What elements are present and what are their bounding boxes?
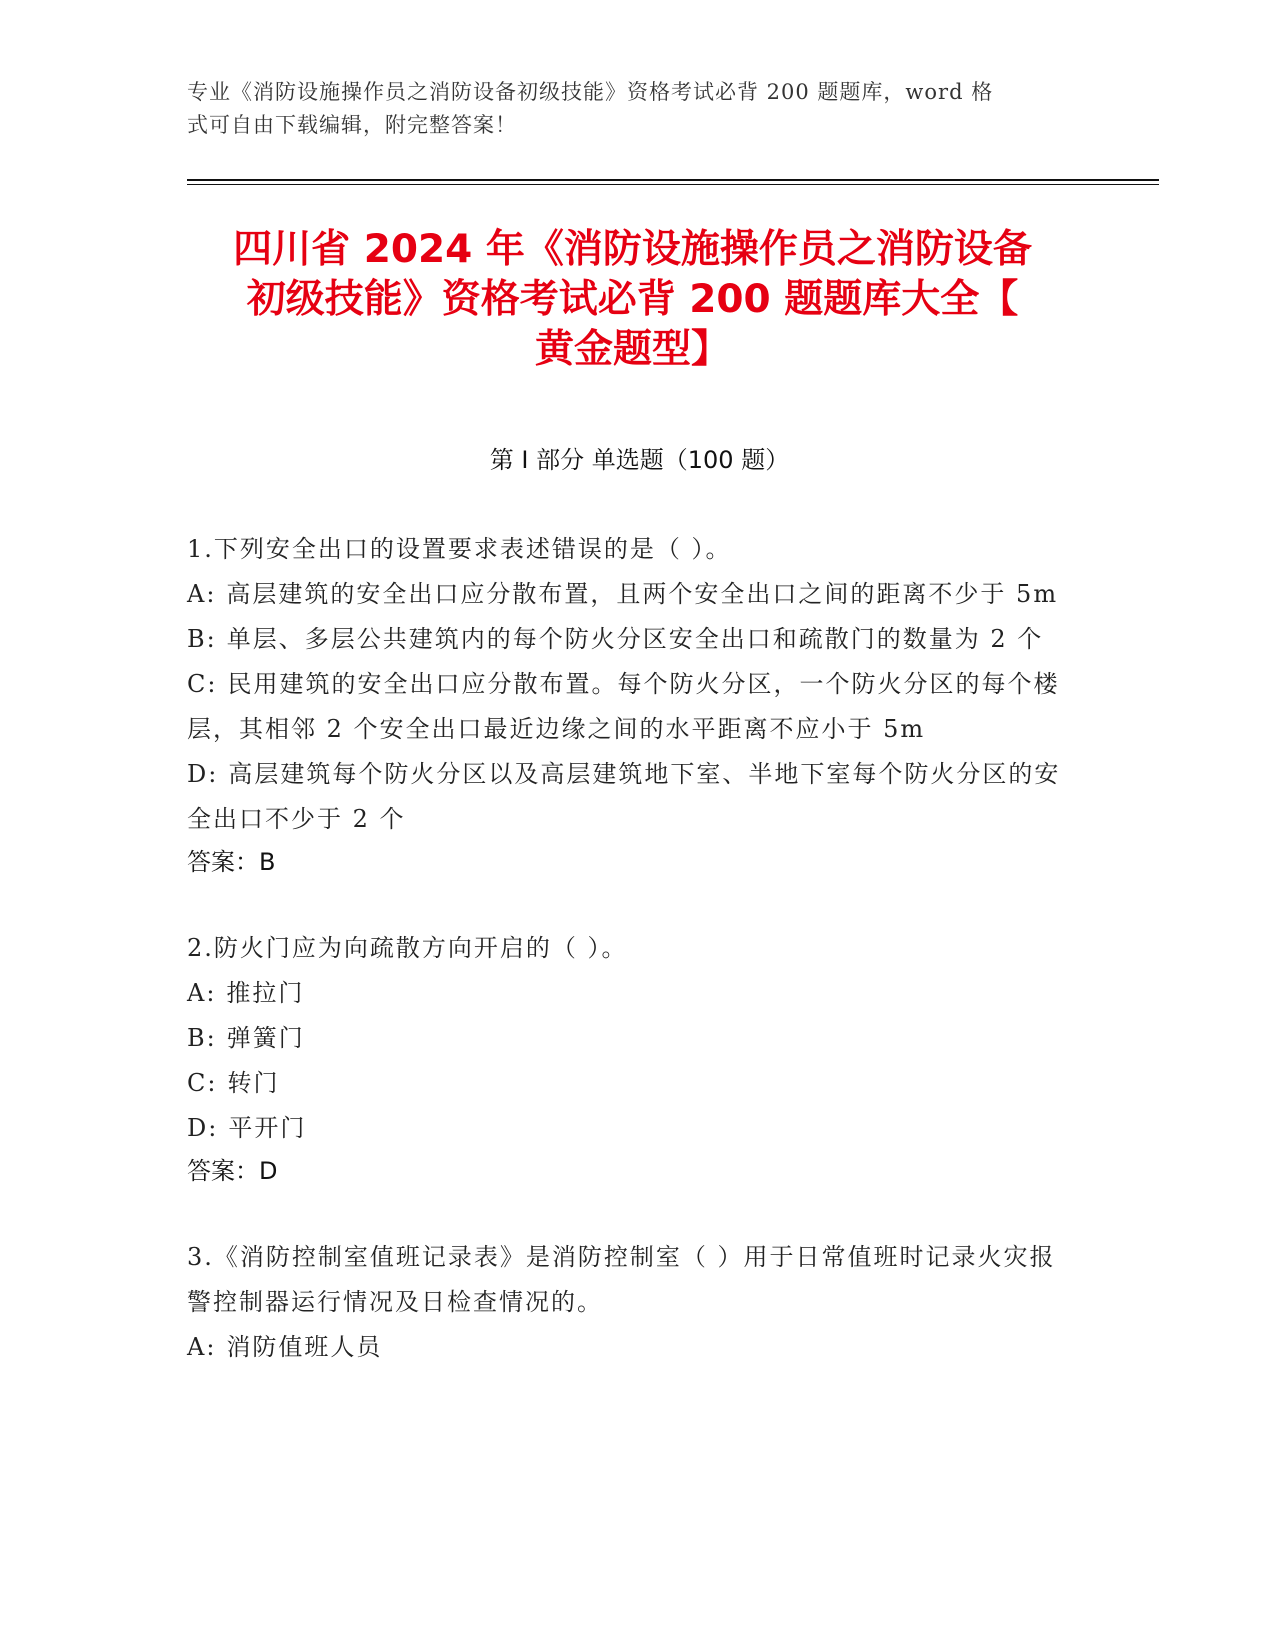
option-tag: B:: [187, 625, 217, 653]
option-text: 转门: [227, 1069, 280, 1097]
header-rule-thin: [187, 184, 1159, 185]
question-list: [187, 527, 1067, 1414]
answer-line: 答案：B: [187, 848, 276, 876]
question-stem: 1.下列安全出口的设置要求表述错误的是（ ）。: [187, 535, 732, 563]
option-b: [187, 617, 1067, 662]
title-line-1: 四川省 2024 年《消防设施操作员之消防设备: [233, 227, 1032, 272]
option-text: 平开门: [228, 1114, 307, 1142]
option-b: [187, 1016, 1067, 1061]
header-line-2: 式可自由下载编辑，附完整答案！: [187, 113, 517, 137]
option-c: [187, 662, 1067, 752]
option-text: 推拉门: [226, 979, 305, 1007]
option-a: [187, 971, 1067, 1016]
option-text: 单层、多层公共建筑内的每个防火分区安全出口和疏散门的数量为 2 个: [226, 625, 1044, 653]
header-line-1: 专业《消防设施操作员之消防设备初级技能》资格考试必背 200 题题库，word 格: [187, 80, 994, 104]
question-item: [187, 527, 1067, 882]
option-tag: D:: [187, 1114, 219, 1142]
option-text: 高层建筑的安全出口应分散布置，且两个安全出口之间的距离不少于 5m: [226, 580, 1059, 608]
option-text: 消防值班人员: [226, 1333, 383, 1361]
header-rule-thick: [187, 179, 1159, 181]
option-a: [187, 572, 1067, 617]
option-tag: A:: [187, 580, 217, 608]
option-tag: B:: [187, 1024, 217, 1052]
question-item: [187, 1235, 1067, 1370]
title-line-2: 初级技能》资格考试必背 200 题题库大全【: [246, 277, 1019, 322]
document-title: [180, 225, 1085, 375]
option-text: 高层建筑每个防火分区以及高层建筑地下室、半地下室每个防火分区的安全出口不少于 2 个: [187, 760, 1061, 833]
option-a: [187, 1325, 1067, 1370]
section-heading: 第 I 部分 单选题（100 题）: [489, 446, 790, 474]
option-tag: A:: [187, 1333, 217, 1361]
question-stem: 3.《消防控制室值班记录表》是消防控制室（ ）用于日常值班时记录火灾报警控制器运行情况及日检查情况的。: [187, 1243, 1056, 1316]
option-tag: C:: [187, 1069, 218, 1097]
option-tag: A:: [187, 979, 217, 1007]
answer-line: 答案：D: [187, 1157, 278, 1185]
option-text: 弹簧门: [226, 1024, 305, 1052]
question-stem: 2.防火门应为向疏散方向开启的（ ）。: [187, 934, 628, 962]
option-d: [187, 752, 1067, 842]
option-tag: D:: [187, 760, 219, 788]
question-item: [187, 926, 1067, 1191]
document-header: [187, 76, 1067, 142]
option-tag: C:: [187, 670, 218, 698]
title-line-3: 黄金题型】: [534, 327, 730, 372]
option-d: [187, 1106, 1067, 1151]
option-text: 民用建筑的安全出口应分散布置。每个防火分区，一个防火分区的每个楼层，其相邻 2 个安全出口最近边缘之间的水平距离不应小于 5m: [187, 670, 1060, 743]
option-c: [187, 1061, 1067, 1106]
